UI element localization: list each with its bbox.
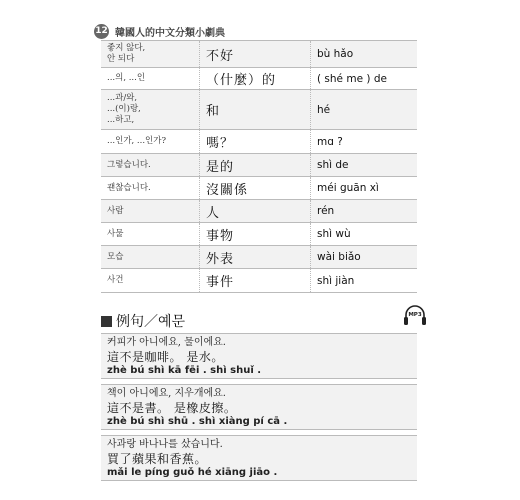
pinyin: ( shé me ) de xyxy=(311,68,418,90)
chinese-word: 事物 xyxy=(200,223,311,246)
pinyin: mɑ ? xyxy=(311,130,418,154)
korean-meaning: 사람 xyxy=(101,200,200,223)
vocab-row xyxy=(101,223,417,246)
pinyin-sentence: zhè bú shì kā fēi . shì shuǐ . xyxy=(107,365,262,376)
pinyin: shì de xyxy=(311,154,418,177)
square-bullet-icon xyxy=(101,316,112,327)
korean-meaning: 모습 xyxy=(101,246,200,269)
page-number: 12 xyxy=(94,24,109,39)
chinese-word: 和 xyxy=(200,90,311,130)
examples-heading xyxy=(101,312,417,330)
korean-meaning: 사물 xyxy=(101,223,200,246)
vocab-row xyxy=(101,200,417,223)
vocab-row xyxy=(101,90,417,130)
chinese-word: 嗎？ xyxy=(200,130,311,154)
example-sentence xyxy=(101,333,417,379)
korean-meaning: 그렇습니다. xyxy=(101,154,200,177)
vocab-row xyxy=(101,269,417,293)
chinese-sentence: 這不是咖啡。 是水。 xyxy=(107,350,224,364)
korean-sentence: 커피가 아니에요, 물이에요. xyxy=(107,337,226,348)
chinese-word: 人 xyxy=(200,200,311,223)
chinese-word: 事件 xyxy=(200,269,311,293)
chinese-sentence: 這不是書。 是橡皮擦。 xyxy=(107,401,237,415)
vocab-row xyxy=(101,68,417,90)
korean-meaning: ...인가, ...인가? xyxy=(101,130,200,154)
mp3-label: MP3 xyxy=(408,312,422,318)
headphones-icon[interactable] xyxy=(402,303,428,327)
pinyin: shì jiàn xyxy=(311,269,418,293)
vocabulary-table xyxy=(101,40,417,293)
chinese-sentence: 買了蘋果和香蕉。 xyxy=(107,452,208,466)
pinyin: shì wù xyxy=(311,223,418,246)
vocab-row xyxy=(101,154,417,177)
korean-sentence: 사과랑 바나나를 샀습니다. xyxy=(107,439,223,450)
chinese-word: （什麼）的 xyxy=(200,68,311,90)
vocab-row xyxy=(101,177,417,200)
page-header xyxy=(94,22,225,40)
chinese-word: 沒關係 xyxy=(200,177,311,200)
chinese-word: 外表 xyxy=(200,246,311,269)
book-title: 韓國人的中文分類小劇典 xyxy=(115,27,225,39)
vocab-row xyxy=(101,130,417,154)
examples-heading-text: 例句／예문 xyxy=(116,314,186,330)
korean-sentence: 책이 아니에요, 지우개에요. xyxy=(107,388,226,399)
korean-meaning: ...과/와, ...(이)랑, ...하고, xyxy=(101,90,200,130)
korean-meaning: 괜찮습니다. xyxy=(101,177,200,200)
chinese-word: 是的 xyxy=(200,154,311,177)
korean-meaning: 좋지 않다, 안 되다 xyxy=(101,41,200,68)
pinyin: wài biǎo xyxy=(311,246,418,269)
example-sentence xyxy=(101,384,417,430)
pinyin-sentence: zhè bú shì shū . shì xiàng pí cā . xyxy=(107,416,288,427)
pinyin: bù hǎo xyxy=(311,41,418,68)
chinese-word: 不好 xyxy=(200,41,311,68)
example-sentence xyxy=(101,435,417,481)
korean-meaning: 사건 xyxy=(101,269,200,293)
pinyin: méi guān xì xyxy=(311,177,418,200)
vocab-row xyxy=(101,246,417,269)
pinyin-sentence: mǎi le píng guǒ hé xiāng jiāo . xyxy=(107,467,278,478)
pinyin: rén xyxy=(311,200,418,223)
pinyin: hé xyxy=(311,90,418,130)
korean-meaning: ...의, ...인 xyxy=(101,68,200,90)
vocab-row xyxy=(101,41,417,68)
